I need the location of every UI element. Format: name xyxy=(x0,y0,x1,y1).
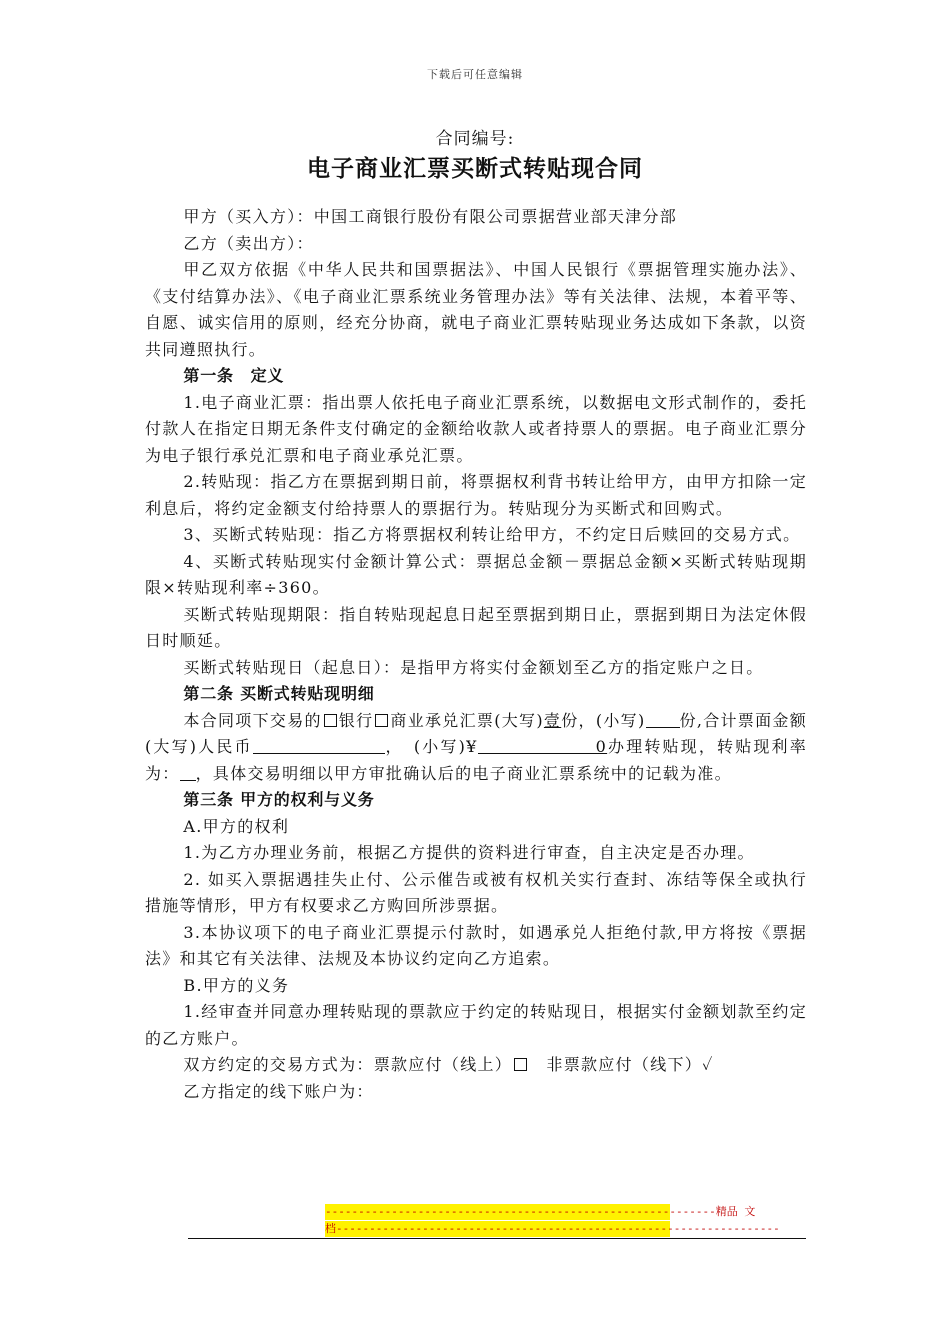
article-2-para xyxy=(145,708,807,788)
amount-upper-blank[interactable] xyxy=(253,736,385,754)
party-a-right-1: 1.为乙方办理业务前，根据乙方提供的资料进行审查，自主决定是否办理。 xyxy=(183,843,755,862)
contract-body xyxy=(145,204,807,1105)
method-text-post: 非票款应付（线下）✓ xyxy=(529,1055,714,1074)
preamble: 甲乙双方依据《中华人民共和国票据法》、中国人民银行《票据管理实施办法》、《支付结算办法》、《电子商业汇票系统业务管理办法》等有关法律、法规，本着平等、自愿、诚实信用的原则，经充分协商，就电子商业汇票转贴现业务达成如下条款，以资共同遵照执行。 xyxy=(145,260,807,359)
party-a-right-3: 3.本协议项下的电子商业汇票提示付款时，如遇承兑人拒绝付款,甲方将按《票据法》和其它有关法律、法规及本协议约定向乙方追索。 xyxy=(145,922,807,968)
a2-text-8: ，具体交易明细以甲方审批确认后的电子商业汇票系统中的记载为准。 xyxy=(195,763,732,783)
contract-number-label: 合同编号: xyxy=(435,129,515,149)
article-1-para-2: 2.转贴现：指乙方在票据到期日前，将票据权利背书转让给甲方，由甲方扣除一定利息后，将约定金额支付给持票人的票据行为。转贴现分为买断式和回购式。 xyxy=(145,472,807,518)
party-b: 乙方（卖出方）： xyxy=(183,233,314,253)
article-1-heading: 第一条 定义 xyxy=(183,366,285,385)
article-1-para-4: 4、买断式转贴现实付金额计算公式：票据总金额－票据总金额×买断式转贴现期限×转贴现利率÷360。 xyxy=(145,551,807,597)
bank-acceptance-checkbox[interactable] xyxy=(324,714,337,727)
method-text-pre: 双方约定的交易方式为：票款应付（线上） xyxy=(183,1055,513,1074)
article-1-para-3: 3、买断式转贴现：指乙方将票据权利转让给甲方，不约定日后赎回的交易方式。 xyxy=(183,525,801,544)
count-upper-value: 壹 xyxy=(543,710,562,730)
amount-lower-blank[interactable] xyxy=(478,736,596,754)
article-3-heading: 第三条 甲方的权利与义务 xyxy=(183,790,375,809)
article-1-para-6: 买断式转贴现日（起息日）：是指甲方将实付金额划至乙方的指定账户之日。 xyxy=(183,657,764,677)
article-1-para-5: 买断式转贴现期限：指自转贴现起息日起至票据到期日止，票据到期日为法定休假日时顺延。 xyxy=(145,604,807,650)
article-1-para-1: 1.电子商业汇票：指出票人依托电子商业汇票系统，以数据电文形式制作的，委托付款人在指定日期无条件支付确定的金额给收款人或者持票人的票据。电子商业汇票分为电子银行承兑汇票和电子商业承兑汇票。 xyxy=(145,392,807,465)
offline-account-label: 乙方指定的线下账户为： xyxy=(183,1081,374,1101)
a2-text-5: 份,合计票面金额 (大写)人民币 xyxy=(145,710,808,756)
transaction-method xyxy=(145,1052,807,1079)
a2-text-1: 本合同项下交易的 xyxy=(183,710,322,730)
a2-text-7: 办理转贴现，转贴现利率为： xyxy=(145,737,807,783)
party-a-duties-heading: B.甲方的义务 xyxy=(183,975,290,995)
commercial-acceptance-checkbox[interactable] xyxy=(375,714,388,727)
count-lower-blank[interactable] xyxy=(646,710,680,728)
rate-blank[interactable] xyxy=(180,763,196,781)
online-method-checkbox[interactable] xyxy=(514,1058,527,1071)
a2-text-2: 银行 xyxy=(338,710,374,730)
a2-text-3: 商业承兑汇票(大写) xyxy=(390,710,544,730)
party-a-rights-heading: A.甲方的权利 xyxy=(183,816,290,836)
party-a: 甲方（买入方）：中国工商银行股份有限公司票据营业部天津分部 xyxy=(183,207,678,226)
amount-lower-value: 0 xyxy=(595,737,608,756)
footer-rule xyxy=(188,1238,806,1239)
party-a-duty-1: 1.经审查并同意办理转贴现的票款应于约定的转贴现日，根据实付金额划款至约定的乙方账户。 xyxy=(145,1002,807,1048)
party-a-right-2: 2. 如买入票据遇挂失止付、公示催告或被有权机关实行查封、冻结等保全或执行措施等情形，甲方有权要求乙方购回所涉票据。 xyxy=(145,869,807,915)
article-2-heading: 第二条 买断式转贴现明细 xyxy=(183,684,375,703)
footer-watermark-line-2: 档------------------------------------------------------------------- xyxy=(325,1222,780,1235)
a2-text-4: 份，(小写) xyxy=(561,710,646,730)
footer-watermark-line-1: -----------------------------------------------------------精品 文 xyxy=(325,1205,756,1218)
document-title: 电子商业汇票买断式转贴现合同 xyxy=(307,156,643,182)
header-note: 下载后可任意编辑 xyxy=(427,68,523,81)
a2-text-6: ， (小写)¥ xyxy=(384,737,478,756)
